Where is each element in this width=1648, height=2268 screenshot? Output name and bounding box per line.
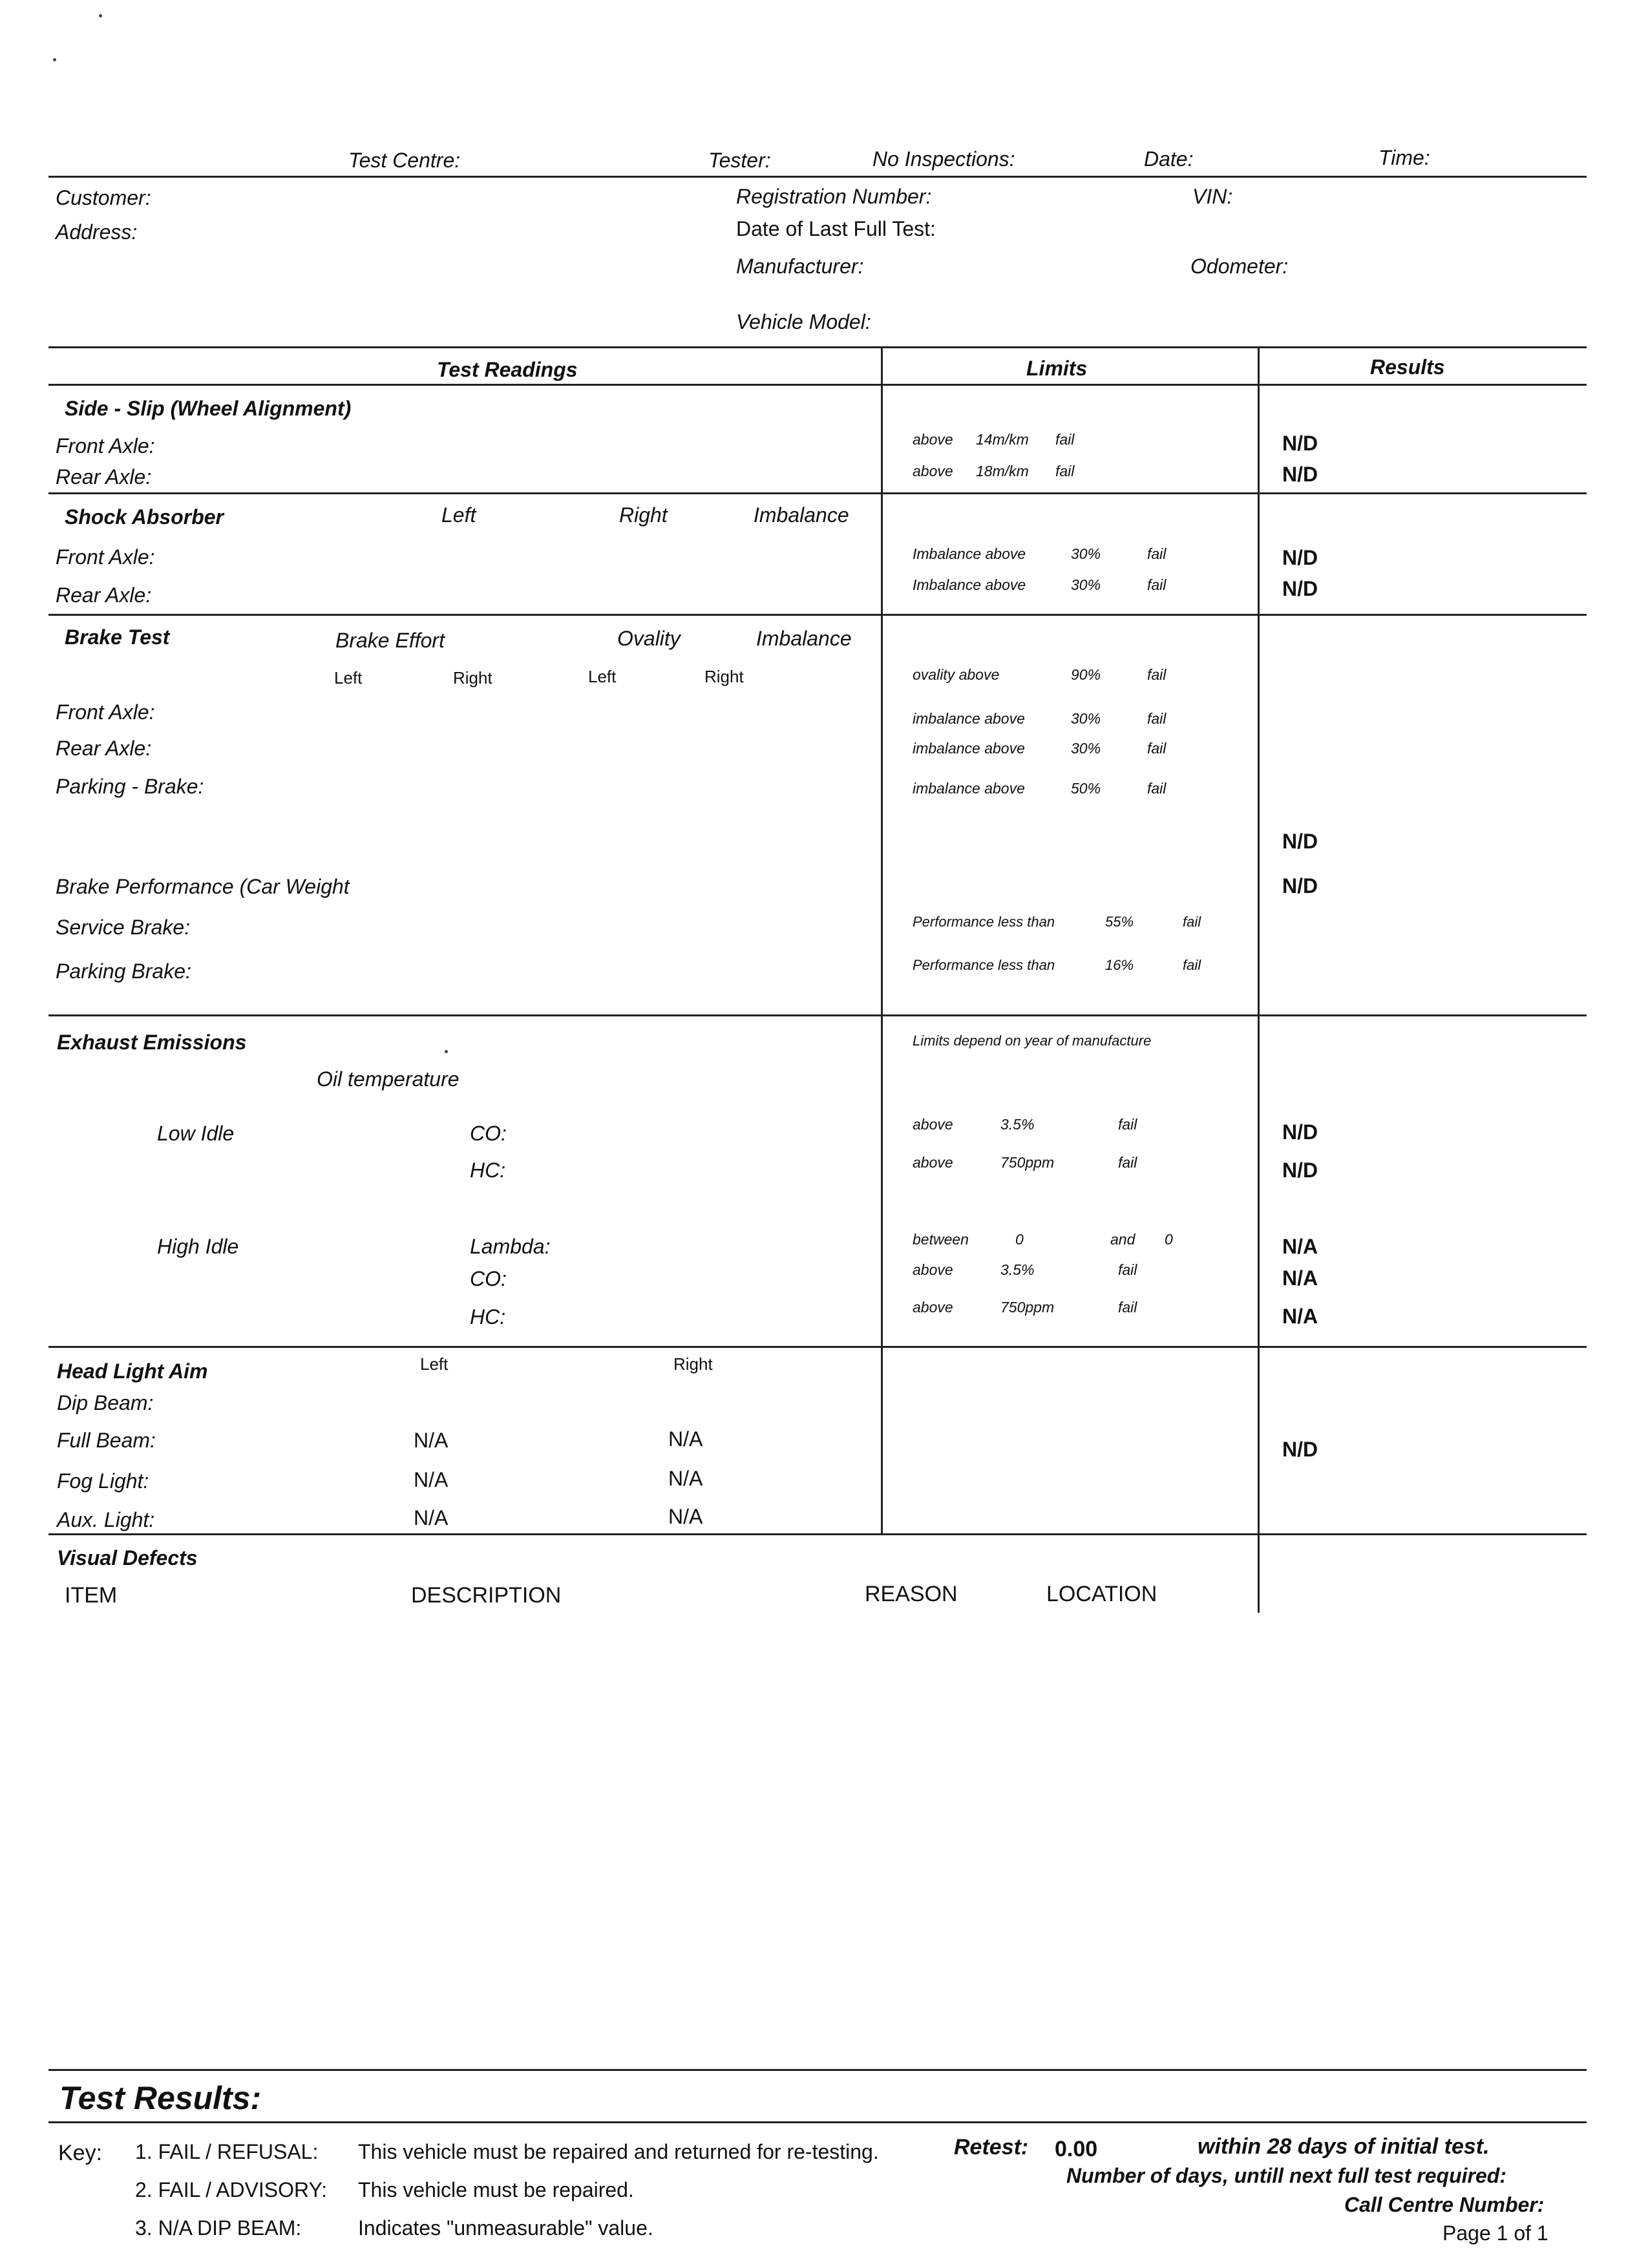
section-rule (48, 614, 1587, 616)
footer-top-rule (48, 2069, 1587, 2071)
brake-effort-label: Brake Effort (335, 629, 445, 652)
retest-value: 0.00 (1055, 2137, 1098, 2161)
limit-fail: fail (1147, 740, 1167, 757)
hc-high-label: HC: (470, 1305, 506, 1328)
service-brake-label: Service Brake: (56, 916, 191, 939)
key-2-description: This vehicle must be repaired. (358, 2178, 634, 2201)
limit-value: 30% (1071, 740, 1101, 757)
results-header: Results (1370, 355, 1445, 379)
lambda-label: Lambda: (470, 1235, 551, 1258)
limit-value: 3.5% (1000, 1261, 1035, 1278)
manufacturer-label: Manufacturer: (736, 255, 864, 278)
co-low-label: CO: (470, 1122, 507, 1145)
limit-fail: fail (1118, 1299, 1137, 1316)
parking-brake-perf-label: Parking Brake: (56, 960, 191, 983)
limit-fail: fail (1183, 914, 1201, 930)
limit-fail: fail (1147, 710, 1167, 727)
limit-value: 30% (1071, 710, 1101, 727)
hc-high-result: N/A (1282, 1305, 1318, 1328)
section-rule (48, 1346, 1587, 1348)
next-full-test-label: Number of days, untill next full test required: (1066, 2164, 1506, 2187)
limit-fail: fail (1147, 576, 1167, 593)
shock-imbalance-label: Imbalance (754, 503, 849, 527)
limit-text: between (913, 1231, 969, 1248)
limit-text: above (913, 463, 953, 479)
limit-value: 14m/km (976, 431, 1029, 448)
brake-result-1: N/D (1282, 830, 1318, 853)
shock-rear-result: N/D (1282, 577, 1318, 600)
limit-value: 30% (1071, 576, 1101, 593)
shock-right-label: Right (619, 503, 668, 527)
full-beam-left-value: N/A (414, 1429, 449, 1452)
limit-fail: fail (1147, 545, 1167, 562)
brake-imbalance-label: Imbalance (756, 627, 852, 650)
description-header: DESCRIPTION (411, 1583, 562, 1608)
brake-rear-label: Rear Axle: (56, 737, 152, 760)
limit-value: 750ppm (1000, 1299, 1055, 1316)
brake-right-label: Right (453, 668, 492, 688)
tester-label: Tester: (708, 149, 771, 172)
aux-right-value: N/A (668, 1505, 703, 1528)
retest-label: Retest: (954, 2135, 1029, 2159)
no-inspections-label: No Inspections: (872, 147, 1015, 171)
section-rule (48, 492, 1587, 494)
limit-text: above (913, 431, 953, 448)
limit-text: above (913, 1116, 953, 1133)
reason-header: REASON (865, 1582, 958, 1606)
limit-text: Imbalance above (913, 545, 1026, 562)
key-2-label: 2. FAIL / ADVISORY: (135, 2178, 328, 2201)
side-slip-front-label: Front Axle: (56, 434, 155, 457)
brake-left-label: Left (334, 668, 363, 688)
retest-within-text: within 28 days of initial test. (1198, 2134, 1490, 2159)
header-rule (48, 176, 1587, 178)
limit-text: Performance less than (913, 914, 1055, 930)
limit-value: 0 (1165, 1231, 1173, 1248)
limit-text: above (913, 1154, 953, 1171)
shock-front-result: N/D (1282, 546, 1318, 569)
table-top-rule (48, 346, 1587, 348)
limit-fail: fail (1055, 431, 1075, 448)
limit-value: 50% (1071, 780, 1101, 797)
limit-value: 18m/km (976, 463, 1029, 479)
registration-number-label: Registration Number: (736, 185, 932, 208)
vin-label: VIN: (1192, 185, 1233, 208)
shock-left-label: Left (441, 503, 476, 527)
limit-text: imbalance above (913, 710, 1025, 727)
aux-left-value: N/A (414, 1506, 449, 1529)
limit-text: above (913, 1299, 953, 1316)
shock-front-label: Front Axle: (56, 545, 155, 569)
full-beam-label: Full Beam: (57, 1429, 156, 1452)
column-header-rule (48, 384, 1587, 386)
limit-fail: fail (1147, 666, 1167, 683)
limits-note: Limits depend on year of manufacture (913, 1033, 1152, 1049)
exhaust-title: Exhaust Emissions (57, 1031, 247, 1054)
fog-right-value: N/A (668, 1467, 703, 1490)
ovality-right-label: Right (704, 667, 744, 686)
shock-absorber-title: Shock Absorber (65, 505, 224, 529)
limits-header: Limits (1026, 357, 1088, 380)
limit-text: imbalance above (913, 780, 1025, 797)
limit-fail: fail (1118, 1116, 1137, 1133)
aux-light-label: Aux. Light: (57, 1508, 155, 1531)
headlight-right-label: Right (673, 1354, 713, 1374)
visual-defects-title: Visual Defects (57, 1546, 198, 1570)
limit-value: 3.5% (1000, 1116, 1035, 1133)
key-3-description: Indicates "unmeasurable" value. (358, 2216, 653, 2240)
fog-left-value: N/A (414, 1468, 449, 1491)
key-1-label: 1. FAIL / REFUSAL: (135, 2140, 319, 2163)
brake-test-title: Brake Test (65, 625, 170, 649)
low-idle-label: Low Idle (157, 1122, 235, 1145)
hc-low-label: HC: (470, 1159, 506, 1182)
hc-low-result: N/D (1282, 1159, 1318, 1182)
key-3-label: 3. N/A DIP BEAM: (135, 2216, 302, 2240)
key-1-description: This vehicle must be repaired and returned for re-testing. (358, 2140, 879, 2163)
limit-value: 30% (1071, 545, 1101, 562)
side-slip-rear-result: N/D (1282, 463, 1318, 486)
test-centre-label: Test Centre: (348, 149, 461, 172)
fog-light-label: Fog Light: (57, 1469, 149, 1493)
side-slip-rear-label: Rear Axle: (56, 465, 152, 488)
section-rule (48, 1533, 1587, 1535)
brake-result-2: N/D (1282, 874, 1318, 898)
scan-speck (99, 14, 102, 17)
high-idle-label: High Idle (157, 1235, 239, 1258)
key-label: Key: (58, 2141, 103, 2165)
brake-front-label: Front Axle: (56, 700, 155, 724)
limit-fail: fail (1118, 1261, 1137, 1278)
item-header: ITEM (65, 1583, 118, 1608)
limit-value: 90% (1071, 666, 1101, 683)
head-light-aim-title: Head Light Aim (57, 1360, 208, 1383)
limit-value: 750ppm (1000, 1154, 1055, 1171)
limit-text: ovality above (913, 666, 1000, 683)
limit-fail: fail (1147, 780, 1167, 797)
results-column-divider (1258, 346, 1260, 1613)
limit-value: 0 (1015, 1231, 1024, 1248)
parking-brake-label: Parking - Brake: (56, 775, 204, 798)
address-label: Address: (56, 220, 138, 244)
test-results-title: Test Results: (59, 2080, 262, 2116)
co-low-result: N/D (1282, 1120, 1318, 1144)
scan-speck (445, 1050, 448, 1053)
time-label: Time: (1379, 146, 1430, 169)
side-slip-front-result: N/D (1282, 432, 1318, 455)
oil-temperature-label: Oil temperature (317, 1067, 460, 1091)
headlight-result: N/D (1282, 1438, 1318, 1461)
limits-column-divider (881, 346, 883, 1535)
co-high-label: CO: (470, 1267, 507, 1290)
scan-speck (53, 58, 56, 61)
limit-value: 55% (1105, 914, 1134, 930)
call-centre-label: Call Centre Number: (1344, 2193, 1545, 2216)
limit-fail: fail (1055, 463, 1075, 479)
test-readings-header: Test Readings (437, 358, 578, 381)
ovality-label: Ovality (617, 627, 681, 650)
full-beam-right-value: N/A (668, 1427, 703, 1451)
odometer-label: Odometer: (1190, 255, 1289, 278)
shock-rear-label: Rear Axle: (56, 583, 152, 607)
date-label: Date: (1144, 147, 1194, 171)
ovality-left-label: Left (588, 667, 617, 686)
lambda-result: N/A (1282, 1235, 1318, 1258)
page-number: Page 1 of 1 (1442, 2221, 1548, 2245)
side-slip-title: Side - Slip (Wheel Alignment) (65, 397, 352, 420)
footer-mid-rule (48, 2121, 1587, 2123)
limit-text: Imbalance above (913, 576, 1026, 593)
limit-text: and (1110, 1231, 1136, 1248)
location-header: LOCATION (1046, 1582, 1157, 1606)
co-high-result: N/A (1282, 1266, 1318, 1290)
limit-fail: fail (1183, 957, 1201, 973)
limit-fail: fail (1118, 1154, 1137, 1171)
customer-label: Customer: (56, 186, 151, 209)
limit-text: Performance less than (913, 957, 1055, 973)
limit-text: above (913, 1261, 953, 1278)
date-last-full-test-label: Date of Last Full Test: (736, 217, 936, 240)
vehicle-model-label: Vehicle Model: (736, 310, 871, 333)
brake-performance-label: Brake Performance (Car Weight (56, 875, 350, 898)
section-rule (48, 1014, 1587, 1016)
limit-value: 16% (1105, 957, 1134, 973)
dip-beam-label: Dip Beam: (57, 1391, 154, 1414)
headlight-left-label: Left (420, 1354, 449, 1374)
limit-text: imbalance above (913, 740, 1025, 757)
